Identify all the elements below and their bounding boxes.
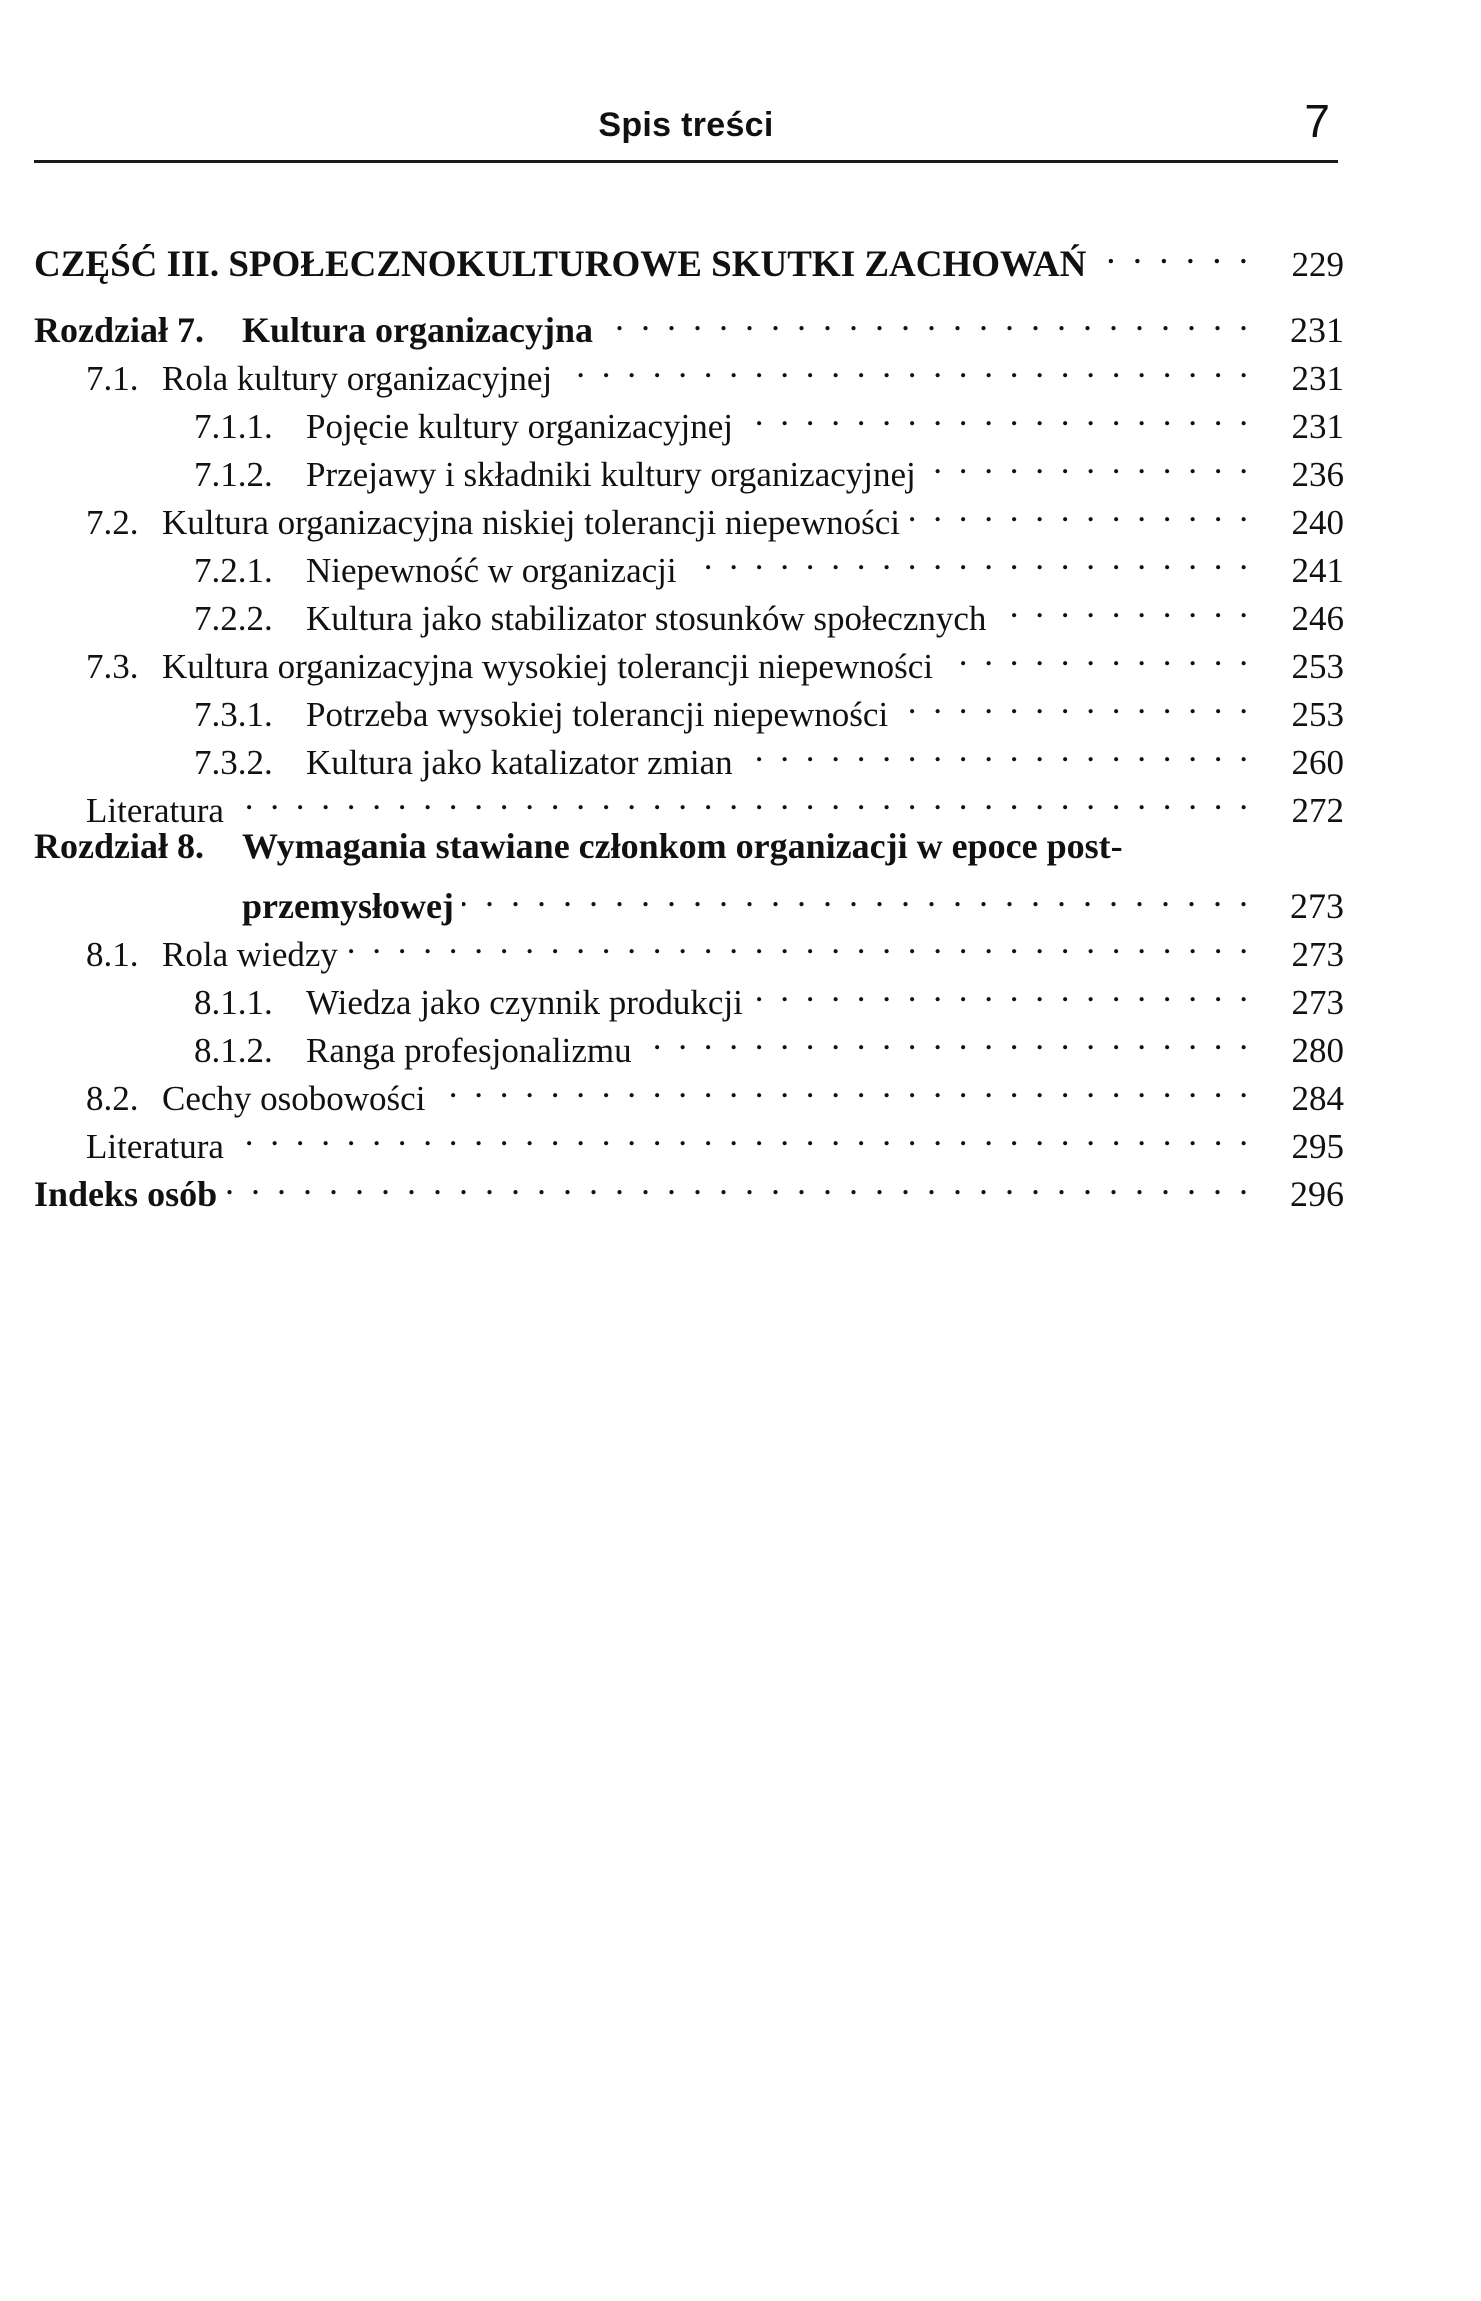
subsection-number: 7.2.2.: [194, 599, 273, 638]
subsection-title: Kultura jako katalizator zmian: [306, 743, 733, 782]
dot-leader: [560, 342, 1252, 390]
dot-leader: [924, 438, 1252, 486]
subsection-title: Kultura jako stabilizator stosunków społecznych: [306, 599, 987, 638]
section-title: Kultura organizacyjna niskiej tolerancji niepewności: [162, 503, 900, 542]
toc-entry-section: [34, 342, 1344, 398]
page-ref: 253: [1291, 695, 1344, 734]
page-ref: 295: [1291, 1127, 1344, 1166]
section-number: 7.2.: [86, 503, 139, 542]
toc-entry-subsection: [34, 438, 1344, 494]
toc-entry-subsection: [34, 966, 1344, 1022]
toc-entry-chapter-8: [34, 822, 1344, 870]
dot-leader: [640, 1014, 1252, 1062]
chapter-label: Rozdział 8.: [34, 826, 204, 866]
subsection-title: Potrzeba wysokiej tolerancji niepewności: [306, 695, 889, 734]
toc-entry-literature: [34, 774, 1344, 830]
section-title: Rola kultury organizacyjnej: [162, 359, 553, 398]
toc-entry-subsection: [34, 678, 1344, 734]
page-ref: 231: [1291, 407, 1344, 446]
subsection-number: 7.3.2.: [194, 743, 273, 782]
table-of-contents: [34, 228, 1344, 1214]
page-ref: 229: [1291, 245, 1344, 284]
page-ref: 236: [1291, 455, 1344, 494]
page-ref: 241: [1291, 551, 1344, 590]
subsection-title: Przejawy i składniki kultury organizacyjnej: [306, 455, 916, 494]
dot-leader: [346, 918, 1252, 966]
dot-leader: [896, 678, 1252, 726]
literature-title: Literatura: [86, 791, 224, 830]
index-title: Indeks osób: [34, 1174, 218, 1214]
page-ref: 231: [1291, 359, 1344, 398]
dot-leader: [941, 630, 1252, 678]
section-title: Cechy osobowości: [162, 1079, 426, 1118]
dot-leader: [225, 1158, 1252, 1206]
page-ref: 246: [1291, 599, 1344, 638]
toc-entry-subsection: [34, 582, 1344, 638]
chapter-title-line-2: przemysłowej: [242, 886, 454, 926]
subsection-title: Wiedza jako czynnik produkcji: [306, 983, 743, 1022]
toc-entry-part-3: [34, 228, 1344, 286]
page-ref: 272: [1291, 791, 1344, 830]
subsection-number: 7.3.1.: [194, 695, 273, 734]
subsection-title: Ranga profesjonalizmu: [306, 1031, 632, 1070]
running-header: [34, 95, 1338, 163]
chapter-title-line-1: Wymagania stawiane członkom organizacji w epoce post-: [242, 826, 1123, 866]
page-ref: 253: [1291, 647, 1344, 686]
dot-leader: [232, 774, 1252, 822]
dot-leader: [908, 486, 1252, 534]
section-number: 7.1.: [86, 359, 139, 398]
literature-title: Literatura: [86, 1127, 224, 1166]
subsection-title: Pojęcie kultury organizacyjnej: [306, 407, 733, 446]
page-ref: 296: [1290, 1174, 1344, 1214]
subsection-number: 8.1.2.: [194, 1031, 273, 1070]
toc-entry-subsection: [34, 534, 1344, 590]
toc-entry-subsection: [34, 726, 1344, 782]
dot-leader: [685, 534, 1252, 582]
chapter-title: Kultura organizacyjna: [242, 310, 593, 350]
toc-entry-subsection: [34, 1014, 1344, 1070]
page-ref: 273: [1291, 983, 1344, 1022]
dot-leader: [741, 390, 1252, 438]
running-title: Spis treści: [598, 106, 774, 144]
dot-leader: [994, 582, 1252, 630]
dot-leader: [751, 966, 1252, 1014]
page-ref: 273: [1290, 886, 1344, 926]
toc-entry-section: [34, 1062, 1344, 1118]
toc-entry-subsection: [34, 390, 1344, 446]
toc-entry-section: [34, 630, 1344, 686]
dot-leader: [232, 1110, 1252, 1158]
toc-entry-section: [34, 918, 1344, 974]
page-ref: 284: [1291, 1079, 1344, 1118]
page-ref: 260: [1291, 743, 1344, 782]
page-ref: 240: [1291, 503, 1344, 542]
page-number: 7: [1304, 95, 1330, 147]
subsection-title: Niepewność w organizacji: [306, 551, 677, 590]
section-title: Kultura organizacyjna wysokiej tolerancji niepewności: [162, 647, 934, 686]
page-ref: 273: [1291, 935, 1344, 974]
section-number: 8.2.: [86, 1079, 139, 1118]
toc-entry-chapter-7: [34, 294, 1344, 350]
toc-entry-section: [34, 486, 1344, 542]
section-title: Rola wiedzy: [162, 935, 338, 974]
subsection-number: 7.1.1.: [194, 407, 273, 446]
section-number: 7.3.: [86, 647, 139, 686]
dot-leader: [462, 870, 1252, 918]
subsection-number: 8.1.1.: [194, 983, 273, 1022]
page-ref: 280: [1291, 1031, 1344, 1070]
dot-leader: [433, 1062, 1252, 1110]
section-number: 8.1.: [86, 935, 139, 974]
dot-leader: [1094, 228, 1252, 276]
toc-entry-index: [34, 1158, 1344, 1214]
toc-entry-chapter-8-continued: [34, 870, 1344, 926]
dot-leader: [601, 294, 1252, 342]
page-ref: 231: [1290, 310, 1344, 350]
toc-entry-literature: [34, 1110, 1344, 1166]
dot-leader: [741, 726, 1252, 774]
subsection-number: 7.1.2.: [194, 455, 273, 494]
subsection-number: 7.2.1.: [194, 551, 273, 590]
chapter-label: Rozdział 7.: [34, 310, 204, 350]
part-heading: CZĘŚĆ III. SPOŁECZNOKULTUROWE SKUTKI ZACHOWAŃ: [34, 244, 1087, 285]
